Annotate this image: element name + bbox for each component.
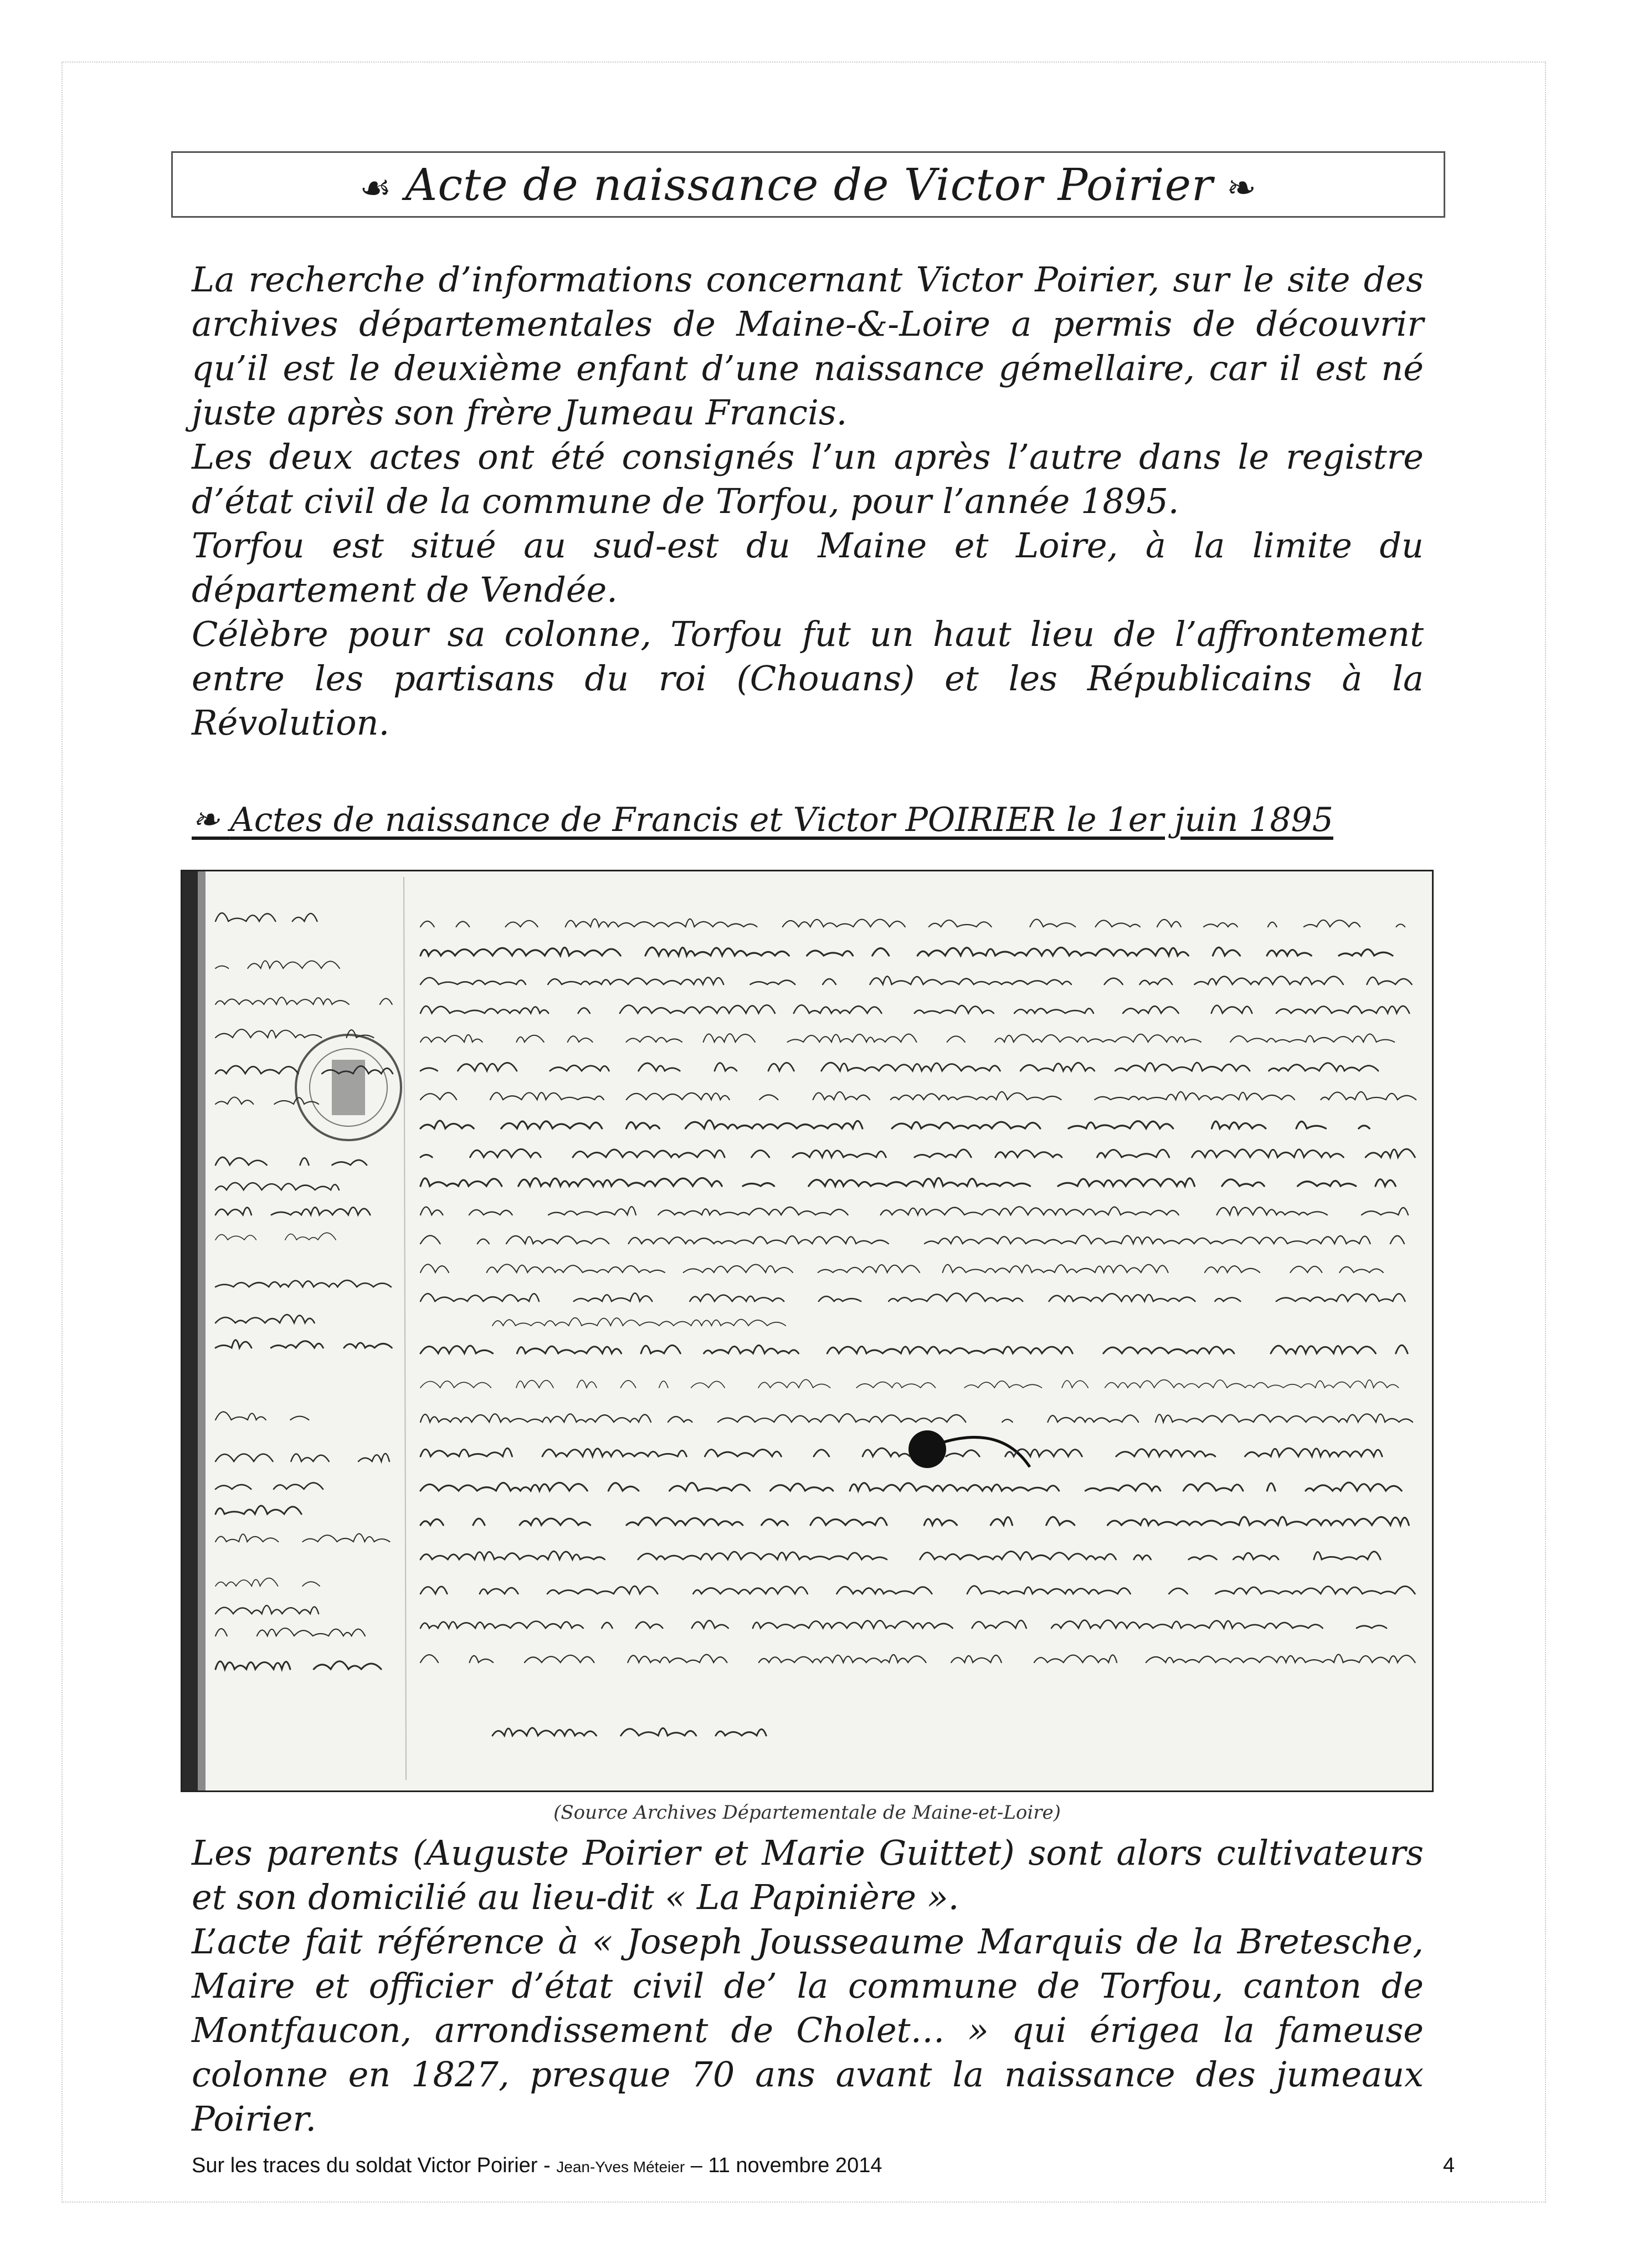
footer-credit bbox=[192, 2154, 882, 2178]
outro-paragraph: Les parents (Auguste Poirier et Marie Guittet) sont alors cultivateurs et son domicilié au lieu-dit « La Papinière ». bbox=[192, 1833, 1424, 1917]
ornament-heading-icon: ❧ bbox=[192, 801, 230, 839]
intro-paragraph: Torfou est situé au sud-est du Maine et Loire, à la limite du département de Vendée. bbox=[192, 525, 1424, 610]
footer-author: Jean-Yves Méteier bbox=[556, 2158, 685, 2175]
ornament-left-icon: ☙ bbox=[360, 167, 392, 209]
outro-paragraph: L’acte fait référence à « Joseph Jousseaume Marquis de la Bretesche, Maire et officier d’état civil de’ la commune de Torfou, canton de Montfaucon, arrondissement de Cholet… » qui érigea la fameuse colonne en 1827, presque 70 ans avant la naissance des jumeaux Poirier. bbox=[192, 1921, 1424, 2139]
section-heading bbox=[192, 798, 1424, 842]
intro-paragraph: Les deux actes ont été consignés l’un après l’autre dans le registre d’état civil de la commune de Torfou, pour l’année 1895. bbox=[192, 437, 1424, 521]
page-footer bbox=[192, 2154, 1455, 2178]
footer-separator: - bbox=[537, 2154, 557, 2177]
section-heading-text: Actes de naissance de Francis et Victor POIRIER le 1er juin 1895 bbox=[230, 801, 1333, 839]
outro-text bbox=[192, 1831, 1424, 2141]
footer-date: 11 novembre 2014 bbox=[708, 2154, 882, 2177]
title-box bbox=[171, 151, 1445, 218]
intro-paragraph: Célèbre pour sa colonne, Torfou fut un haut lieu de l’affrontement entre les partisans du roi (Chouans) et les Républicains à la Révolution. bbox=[192, 614, 1424, 743]
register-scan-drawing bbox=[182, 871, 1432, 1790]
handwritten-register-image bbox=[181, 870, 1434, 1792]
ornament-right-icon: ❧ bbox=[1226, 167, 1257, 209]
footer-title: Sur les traces du soldat Victor Poirier bbox=[192, 2154, 538, 2177]
footer-date-separator: – bbox=[685, 2154, 709, 2177]
page-number: 4 bbox=[1442, 2154, 1455, 2177]
title-text: Acte de naissance de Victor Poirier bbox=[405, 158, 1214, 211]
image-caption: (Source Archives Départementale de Maine-et-Loire) bbox=[553, 1802, 1061, 1824]
intro-text bbox=[192, 258, 1424, 745]
page-title bbox=[346, 159, 1270, 211]
intro-paragraph: La recherche d’informations concernant Victor Poirier, sur le site des archives départementales de Maine-&-Loire a permis de découvrir qu’il est le deuxième enfant d’une naissance gémellaire, car il est né juste après son frère Jumeau Francis. bbox=[192, 259, 1424, 433]
